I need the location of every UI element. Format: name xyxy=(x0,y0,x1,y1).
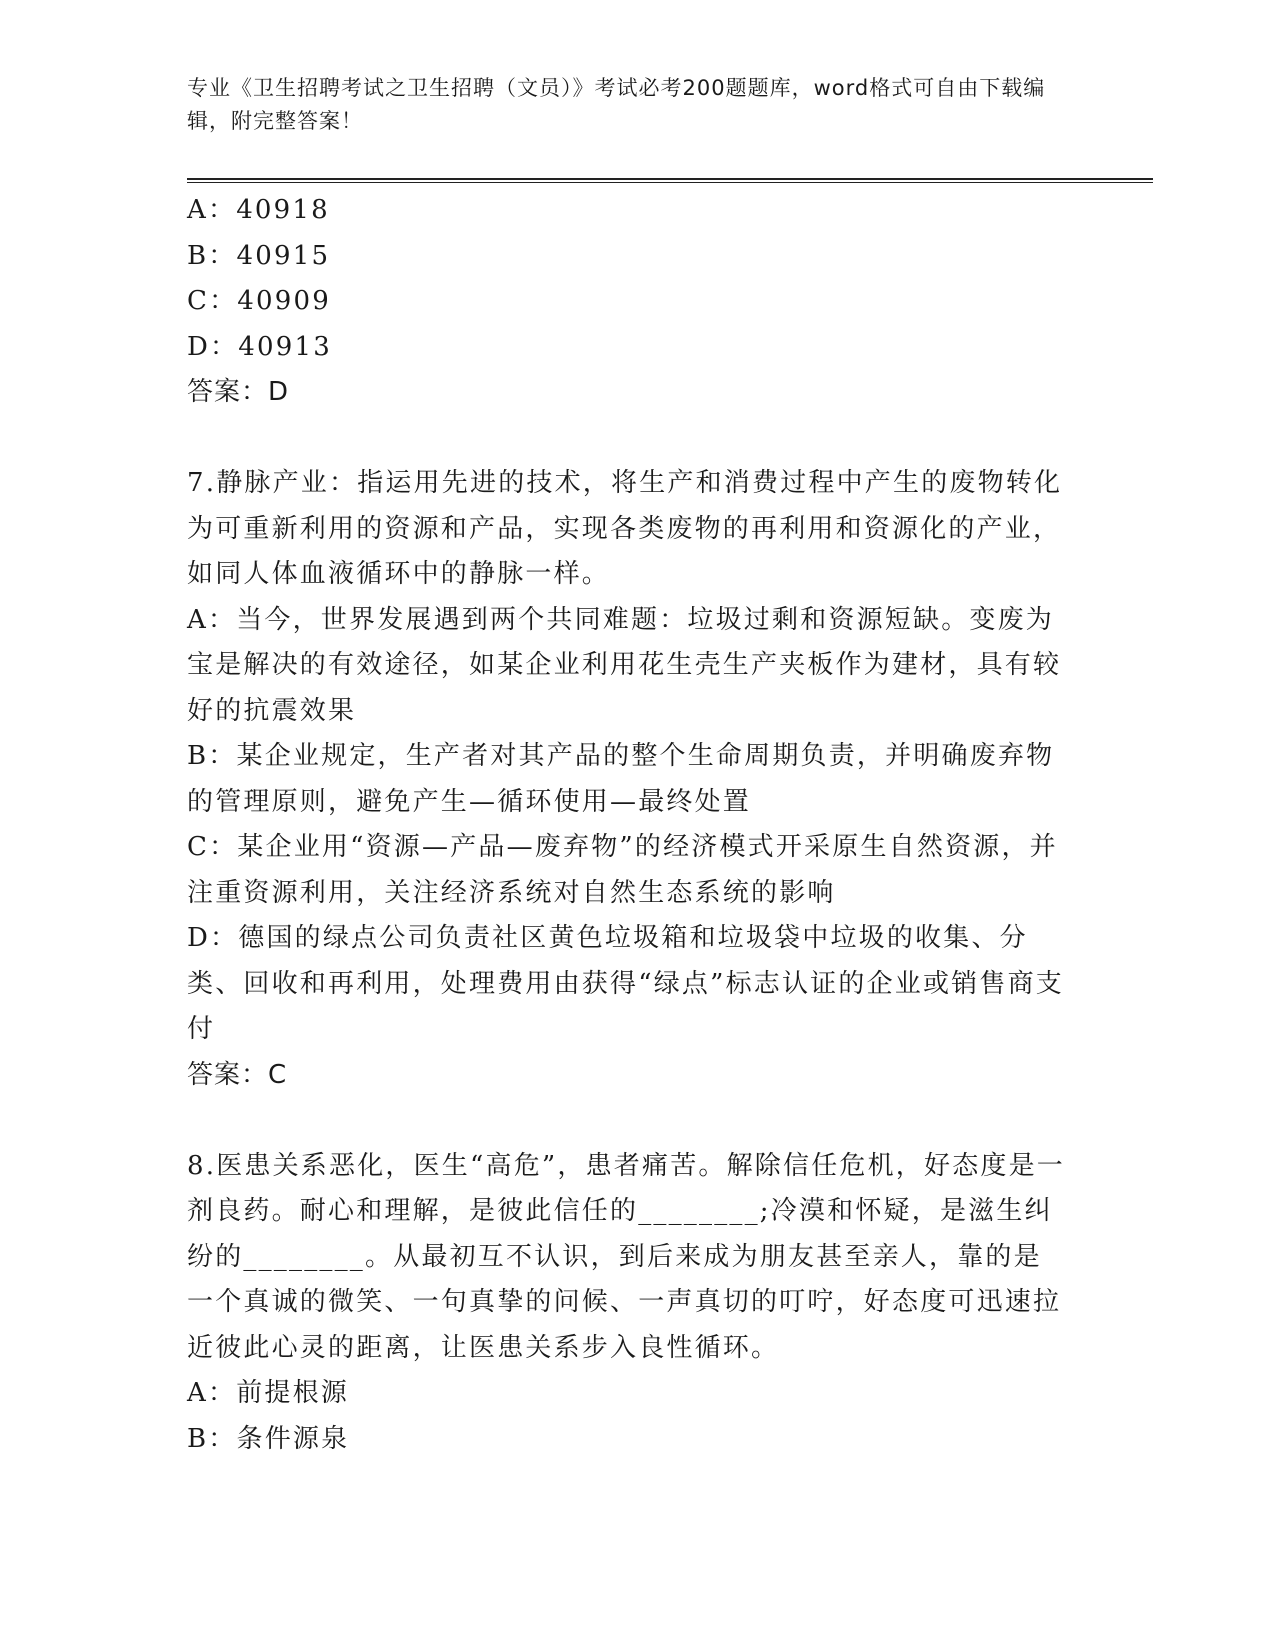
answer-line: 答案：D xyxy=(187,377,290,407)
header-rule-thick xyxy=(187,178,1153,180)
option-b: B：40915 xyxy=(187,240,331,271)
option-a: A：前提根源 xyxy=(187,1378,349,1408)
previous-question xyxy=(187,188,1067,416)
option-d: D：40913 xyxy=(187,331,332,362)
question-content xyxy=(187,188,1067,1462)
option-a: A：40918 xyxy=(187,195,330,225)
question-stem: 7.静脉产业：指运用先进的技术，将生产和消费过程中产生的废物转化为可重新利用的资源和产品，实现各类废物的再利用和资源化的产业，如同人体血液循环中的静脉一样。 xyxy=(187,468,1063,589)
option-b: B：某企业规定，生产者对其产品的整个生命周期负责，并明确废弃物的管理原则，避免产生—循环使用—最终处置 xyxy=(187,741,1055,817)
question-7 xyxy=(187,461,1067,1098)
option-b: B：条件源泉 xyxy=(187,1423,350,1454)
answer-line: 答案：C xyxy=(187,1059,288,1090)
option-a: A：当今，世界发展遇到两个共同难题：垃圾过剩和资源短缺。变废为宝是解决的有效途径，如某企业利用花生壳生产夹板作为建材，具有较好的抗震效果 xyxy=(187,604,1062,726)
header-text: 专业《卫生招聘考试之卫生招聘（文员）》考试必考200题题库，word格式可自由下载编辑，附完整答案！ xyxy=(187,76,1046,133)
question-8 xyxy=(187,1144,1067,1463)
option-d: D：德国的绿点公司负责社区黄色垃圾箱和垃圾袋中垃圾的收集、分类、回收和再利用，处理费用由获得“绿点”标志认证的企业或销售商支付 xyxy=(187,923,1064,1044)
option-c: C：40909 xyxy=(187,286,332,316)
header-rule-thin xyxy=(187,182,1153,183)
document-header xyxy=(187,72,1087,138)
option-c: C：某企业用“资源—产品—废弃物”的经济模式开采原生自然资源，并注重资源利用，关注经济系统对自然生态系统的影响 xyxy=(187,832,1058,908)
question-stem: 8.医患关系恶化，医生“高危”，患者痛苦。解除信任危机，好态度是一剂良药。耐心和理解，是彼此信任的________;冷漠和怀疑，是滋生纠纷的________。从最初互不认识，到后来成为朋友甚至亲人，靠的是一个真诚的微笑、一句真挚的问候、一声真切的叮咛，好态度可迅速拉近彼此心灵的距离，让医患关系步入良性循环。 xyxy=(187,1150,1065,1363)
